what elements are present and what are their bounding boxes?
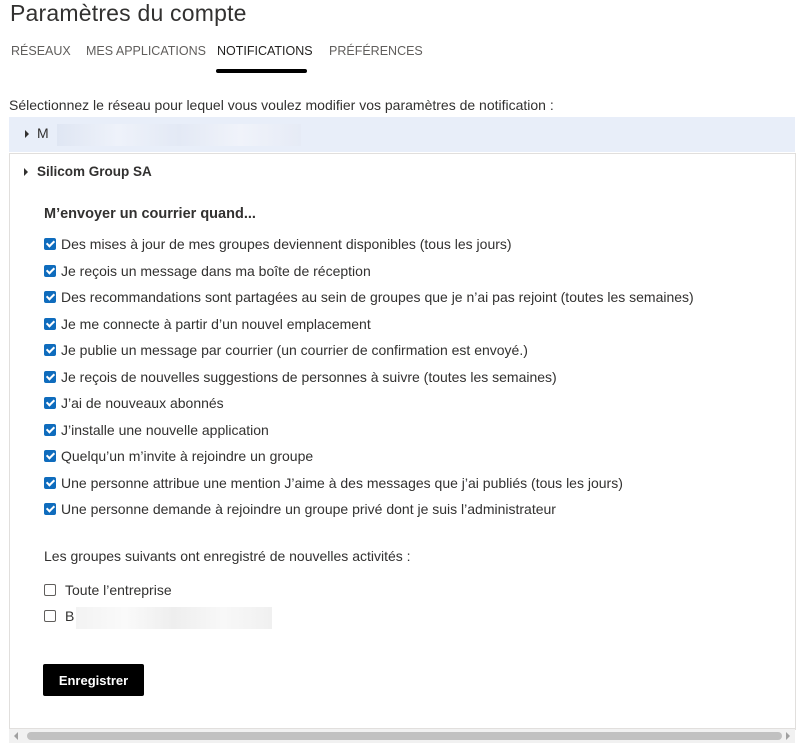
checkbox-checked[interactable] [44, 371, 56, 383]
email-option-label: Des mises à jour de mes groupes deviennent disponibles (tous les jours) [61, 236, 512, 252]
checkbox-unchecked[interactable] [44, 610, 56, 622]
active-tab-indicator [216, 69, 307, 73]
redacted-area [76, 607, 272, 629]
email-option-label: Quelqu’un m’invite à rejoindre un groupe [61, 448, 314, 464]
checkbox-checked[interactable] [44, 344, 56, 356]
checkbox-checked[interactable] [44, 397, 56, 409]
page-title: Paramètres du compte [10, 0, 247, 26]
scrollbar-thumb[interactable] [27, 732, 782, 740]
checkbox-checked[interactable] [44, 503, 56, 515]
email-option-label: Je reçois un message dans ma boîte de réception [61, 263, 371, 279]
email-option-label: J’ai de nouveaux abonnés [61, 395, 224, 411]
network-select-instructions: Sélectionnez le réseau pour lequel vous voulez modifier vos paramètres de notification : [9, 97, 554, 113]
checkbox-checked[interactable] [44, 238, 56, 250]
tab-mes-applications[interactable]: MES APPLICATIONS [86, 44, 206, 58]
email-option-label: Une personne demande à rejoindre un groupe privé dont je suis l’administrateur [61, 501, 556, 517]
email-option-label: Une personne attribue une mention J’aime à des messages que j’ai publiés (tous les jours) [61, 475, 623, 491]
email-option-label: Je publie un message par courrier (un courrier de confirmation est envoyé.) [61, 342, 528, 358]
checkbox-checked[interactable] [44, 450, 56, 462]
save-button[interactable]: Enregistrer [43, 664, 144, 696]
group-option-label: Toute l’entreprise [65, 582, 172, 598]
groups-section-heading: Les groupes suivants ont enregistré de nouvelles activités : [44, 548, 411, 564]
network-name-expanded[interactable]: Silicom Group SA [37, 164, 152, 179]
email-option-label: Je reçois de nouvelles suggestions de personnes à suivre (toutes les semaines) [61, 369, 557, 385]
scroll-right-arrow-icon[interactable] [786, 732, 790, 740]
caret-right-icon[interactable] [24, 168, 28, 176]
scroll-left-arrow-icon[interactable] [14, 732, 18, 740]
email-section-heading: M’envoyer un courrier quand... [44, 206, 256, 222]
group-option-label: B [65, 608, 75, 624]
network-row-collapsed[interactable] [9, 117, 795, 152]
tab-reseaux[interactable]: RÉSEAUX [11, 44, 71, 58]
checkbox-checked[interactable] [44, 424, 56, 436]
horizontal-scrollbar[interactable] [9, 728, 795, 743]
checkbox-checked[interactable] [44, 265, 56, 277]
network-panel-expanded [9, 153, 796, 730]
redacted-area [57, 124, 301, 146]
network-name: M [37, 125, 49, 141]
checkbox-unchecked[interactable] [44, 584, 56, 596]
checkbox-checked[interactable] [44, 291, 56, 303]
email-option-label: J’installe une nouvelle application [61, 422, 269, 438]
tab-notifications[interactable]: NOTIFICATIONS [217, 44, 313, 58]
email-option-label: Je me connecte à partir d’un nouvel emplacement [61, 316, 371, 332]
checkbox-checked[interactable] [44, 318, 56, 330]
email-option-label: Des recommandations sont partagées au sein de groupes que je n’ai pas rejoint (toutes les semaines) [61, 289, 694, 305]
checkbox-checked[interactable] [44, 477, 56, 489]
caret-right-icon [25, 130, 29, 138]
tab-preferences[interactable]: PRÉFÉRENCES [329, 44, 423, 58]
